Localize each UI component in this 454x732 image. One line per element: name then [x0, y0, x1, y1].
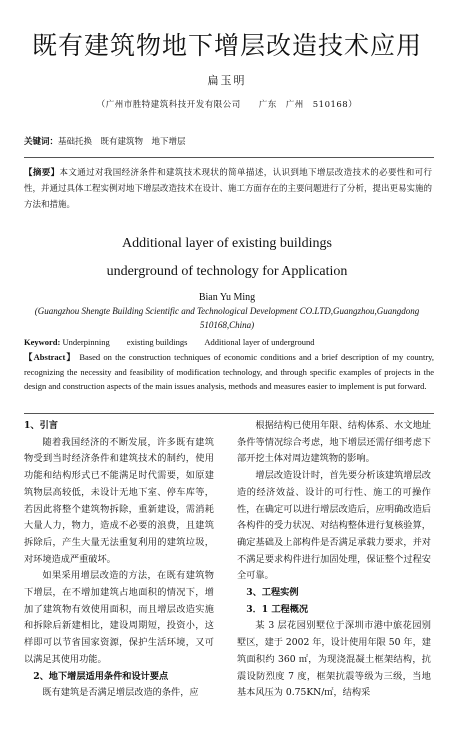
abstract-cn-text: 本文通过对我国经济条件和建筑技术现状的简单描述，认识到地下增层改造技术的必要性和可行性，并通过具体工程实例对地下增层改造技术在设计、施工方面存在的主要问题进行了分析，提出更易实施的方法和措施。 — [24, 168, 433, 210]
body-paragraph: 如果采用增层改造的方法，在既有建筑物下增层，在不增加建筑占地面积的情况下，增加了建筑物有效使用面积，而且增层改造实施和拆除后新建相比，建设周期短，投资小，这样即可以节省国家资源，保护生活环境，又可以满足其使用功能。 — [24, 570, 214, 665]
body-paragraph: 增层改造设计时，首先要分析该建筑增层改造的经济效益、设计的可行性、施工的可操作性，在确定可以进行增层改造后，应明确改造后各构件的受力状况、对结构整体进行复核验算，确定基础及上部构件是否满足承载力要求，并对不满足要求构件进行加固处理，保证整个过程安全可靠。 — [237, 470, 431, 582]
abstract-cn — [24, 165, 432, 213]
section-heading: 1、引言 — [24, 420, 58, 431]
keywords-en-text: Underpinning existing buildings Additional layer of underground — [62, 337, 315, 347]
body-column-left — [24, 418, 214, 702]
body-column-right — [237, 418, 431, 702]
keywords-cn — [24, 135, 186, 147]
abstract-en-label: 【Abstract】 — [24, 352, 77, 362]
body-paragraph: 根据结构已使用年限、结构体系、水文地址条件等情况综合考虑，地下增层还需仔细考虑下部开挖土体对周边建筑物的影响。 — [237, 420, 431, 465]
affiliation-en: (Guangzhou Shengte Building Scientific and Technological Development CO.LTD,Guangzhou,Guangdong 510168,China) — [34, 306, 420, 330]
keywords-cn-text: 基础托换 既有建筑物 地下增层 — [58, 137, 186, 147]
abstract-en-text: Based on the construction techniques of economic conditions and a brief description of my country, recognizing the necessity and feasibility of modification technology, and through specific examples of projects in the design and construction aspects of the main issues analysis, methods and measures easier to implement is put forward. — [24, 352, 435, 391]
section-heading: 2、地下增层适用条件和设计要点 — [33, 670, 169, 682]
section-heading: 3、工程实例 — [246, 587, 299, 599]
divider — [24, 157, 434, 158]
keywords-en — [24, 336, 314, 348]
paper-title-en-line1: Additional layer of existing buildings — [122, 236, 332, 251]
paper-title-en-line2: underground of technology for Application — [106, 264, 348, 279]
paper-title-cn: 既有建筑物地下增层改造技术应用 — [31, 31, 422, 60]
author-name-cn: 扁玉明 — [207, 74, 247, 87]
abstract-en — [24, 350, 434, 394]
keywords-cn-label: 关键词： — [24, 137, 59, 147]
body-paragraph: 随着我国经济的不断发展，许多既有建筑物受到当时经济条件和建筑技术的制约，使用功能和结构形式已不能满足时代需要，如原建筑物层高较低，未设计无地下室、停车库等，若因此将整个建筑物拆除，重新建设，需消耗大量人力，物力，造成不必要的浪费，且建筑拆除后，产生大量无法重复利用的建筑垃圾，对环境造成严重破坏。 — [24, 436, 214, 565]
author-name-en: Bian Yu Ming — [198, 292, 256, 303]
body-paragraph: 某 3 层花园别墅位于深圳市港中旅花园别墅区，建于 2002 年，设计使用年限 50 年，建筑面积约 360 ㎡，为现浇混凝土框架结构，抗震设防烈度 7 度，框架抗震等级为三级，当地基本风压为 0.75KN/㎡，结构采 — [237, 620, 431, 699]
subsection-heading: 3．1 工程概况 — [246, 603, 309, 615]
abstract-cn-label: 【摘要】 — [24, 168, 60, 178]
divider — [24, 413, 434, 414]
paper-title-en — [0, 230, 454, 286]
affiliation-cn: （广州市胜特建筑科技开发有限公司 广东 广州 510168） — [96, 100, 358, 110]
body-paragraph: 既有建筑是否满足增层改造的条件，应 — [42, 687, 199, 699]
keywords-en-label: Keyword: — [24, 337, 61, 347]
